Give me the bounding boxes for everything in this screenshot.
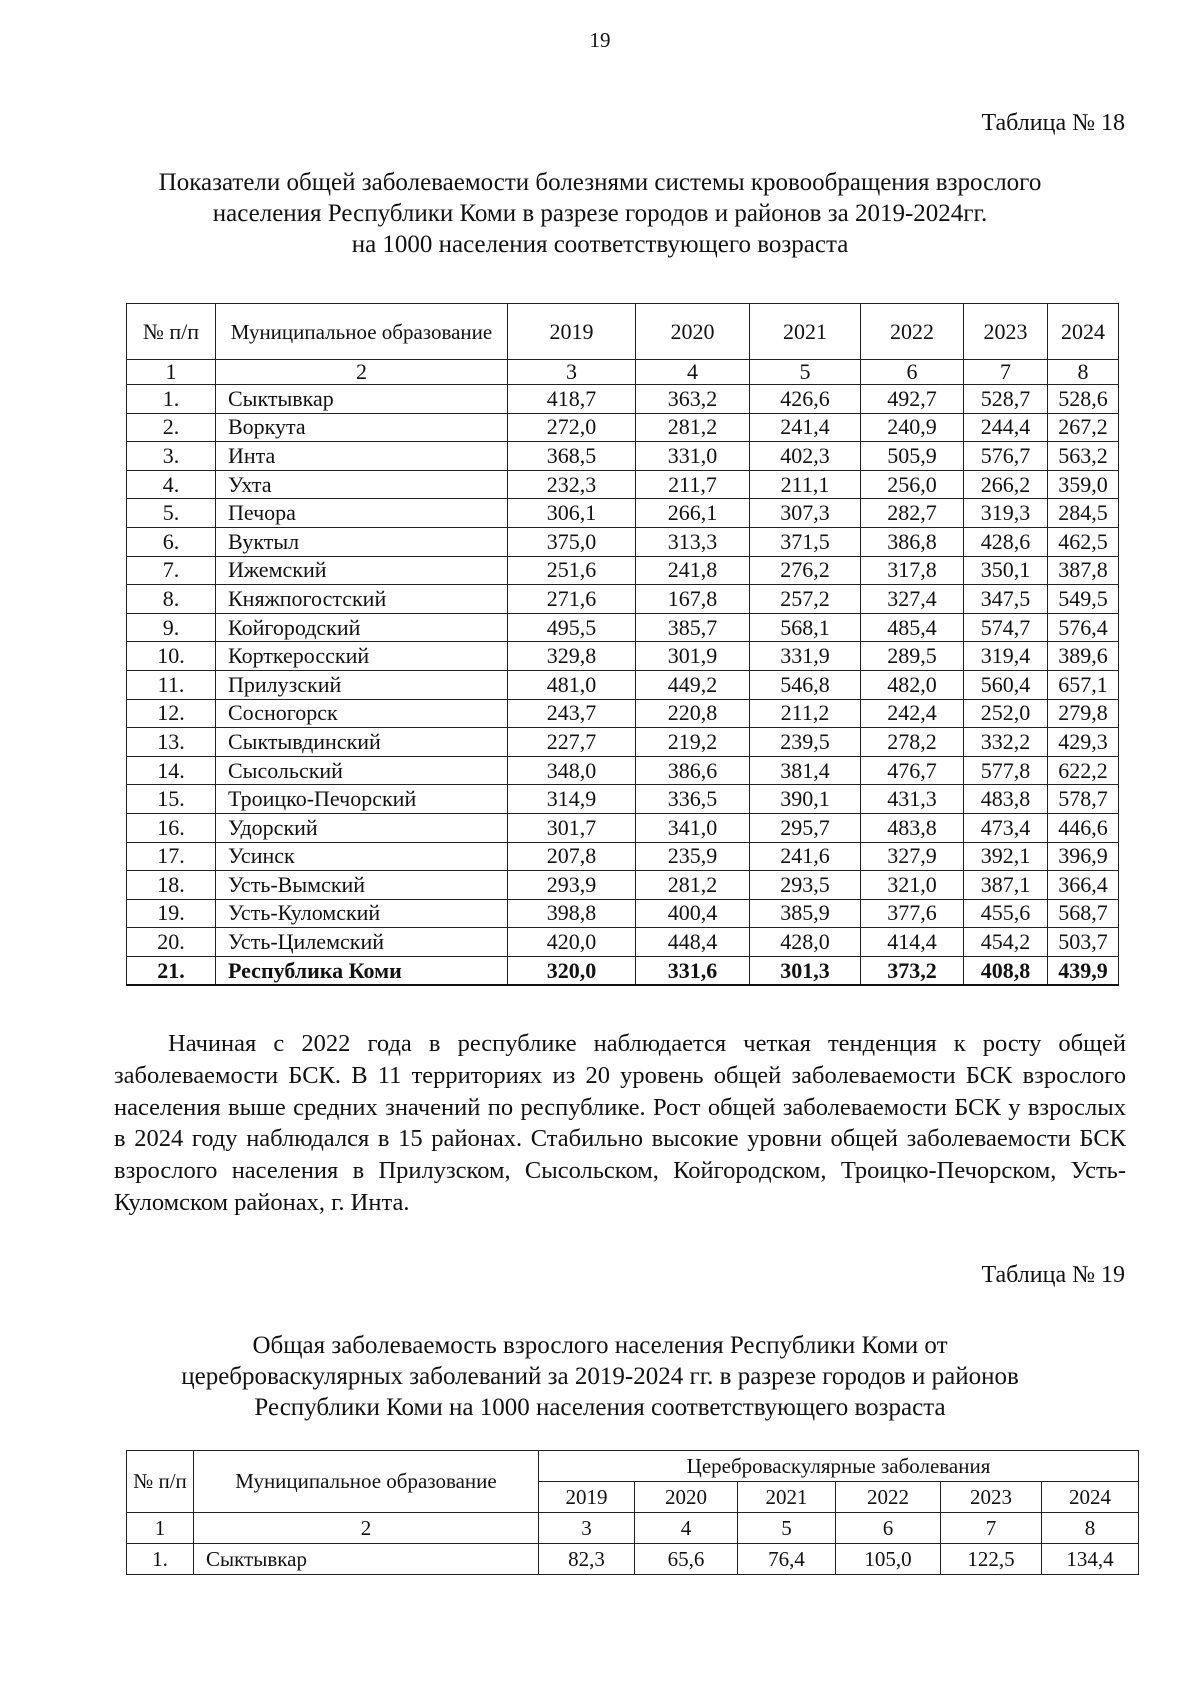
value-cell: 578,7	[1048, 785, 1119, 814]
year-cell: 2019	[539, 1482, 635, 1513]
column-number-cell: 5	[750, 360, 861, 385]
value-cell: 560,4	[964, 670, 1048, 699]
year-cell: 2024	[1042, 1482, 1139, 1513]
row-number-cell: 11.	[127, 670, 216, 699]
value-cell: 429,3	[1048, 728, 1119, 757]
column-number-cell: 6	[836, 1513, 941, 1544]
table-row	[127, 728, 1119, 757]
municipality-cell: Инта	[216, 442, 508, 471]
table-row	[127, 871, 1119, 900]
value-cell: 402,3	[750, 442, 861, 471]
value-cell: 385,7	[636, 613, 750, 642]
value-cell: 295,7	[750, 813, 861, 842]
header-group-cell: Цереброваскулярные заболевания	[539, 1451, 1139, 1482]
value-cell: 576,7	[964, 442, 1048, 471]
header-cell: 2022	[861, 304, 964, 360]
value-cell: 549,5	[1048, 585, 1119, 614]
municipality-cell: Сосногорск	[216, 699, 508, 728]
column-number-cell: 7	[964, 360, 1048, 385]
value-cell: 284,5	[1048, 499, 1119, 528]
value-cell: 576,4	[1048, 613, 1119, 642]
column-number-cell: 2	[194, 1513, 539, 1544]
value-cell: 446,6	[1048, 813, 1119, 842]
column-number-cell: 5	[738, 1513, 836, 1544]
value-cell: 331,0	[636, 442, 750, 471]
value-cell: 329,8	[508, 642, 636, 671]
value-cell: 327,9	[861, 842, 964, 871]
row-number-cell: 21.	[127, 956, 216, 985]
value-cell: 482,0	[861, 670, 964, 699]
value-cell: 385,9	[750, 899, 861, 928]
value-cell: 492,7	[861, 385, 964, 414]
value-cell: 282,7	[861, 499, 964, 528]
value-cell: 105,0	[836, 1544, 941, 1575]
value-cell: 622,2	[1048, 756, 1119, 785]
header-cell: 2023	[964, 304, 1048, 360]
value-cell: 389,6	[1048, 642, 1119, 671]
value-cell: 301,7	[508, 813, 636, 842]
value-cell: 211,2	[750, 699, 861, 728]
value-cell: 396,9	[1048, 842, 1119, 871]
value-cell: 390,1	[750, 785, 861, 814]
value-cell: 207,8	[508, 842, 636, 871]
year-cell: 2023	[941, 1482, 1042, 1513]
value-cell: 82,3	[539, 1544, 635, 1575]
value-cell: 348,0	[508, 756, 636, 785]
column-number-cell: 8	[1048, 360, 1119, 385]
row-number-cell: 20.	[127, 928, 216, 957]
value-cell: 386,6	[636, 756, 750, 785]
value-cell: 267,2	[1048, 413, 1119, 442]
value-cell: 398,8	[508, 899, 636, 928]
value-cell: 278,2	[861, 728, 964, 757]
table-19-title-line: Общая заболеваемость взрослого населения Республики Коми от	[252, 1332, 948, 1359]
header-cell: 2019	[508, 304, 636, 360]
value-cell: 347,5	[964, 585, 1048, 614]
table-18	[126, 303, 1119, 986]
row-number-cell: 13.	[127, 728, 216, 757]
value-cell: 76,4	[738, 1544, 836, 1575]
value-cell: 167,8	[636, 585, 750, 614]
value-cell: 332,2	[964, 728, 1048, 757]
value-cell: 220,8	[636, 699, 750, 728]
value-cell: 373,2	[861, 956, 964, 985]
table-row	[127, 785, 1119, 814]
table-19-title-line: Республики Коми на 1000 населения соответствующего возраста	[254, 1394, 946, 1421]
value-cell: 251,6	[508, 556, 636, 585]
value-cell: 242,4	[861, 699, 964, 728]
value-cell: 241,4	[750, 413, 861, 442]
column-number-cell: 8	[1042, 1513, 1139, 1544]
value-cell: 266,1	[636, 499, 750, 528]
value-cell: 392,1	[964, 842, 1048, 871]
municipality-cell: Ухта	[216, 470, 508, 499]
value-cell: 408,8	[964, 956, 1048, 985]
value-cell: 331,6	[636, 956, 750, 985]
table-row	[127, 499, 1119, 528]
table-row	[127, 385, 1119, 414]
header-cell: 2020	[636, 304, 750, 360]
value-cell: 481,0	[508, 670, 636, 699]
table-18-title-line: населения Республики Коми в разрезе городов и районов за 2019-2024гг.	[212, 200, 988, 227]
value-cell: 375,0	[508, 527, 636, 556]
value-cell: 428,0	[750, 928, 861, 957]
row-number-cell: 4.	[127, 470, 216, 499]
municipality-cell: Вуктыл	[216, 527, 508, 556]
value-cell: 483,8	[861, 813, 964, 842]
table-row	[127, 527, 1119, 556]
value-cell: 239,5	[750, 728, 861, 757]
value-cell: 546,8	[750, 670, 861, 699]
value-cell: 568,7	[1048, 899, 1119, 928]
value-cell: 462,5	[1048, 527, 1119, 556]
column-number-cell: 6	[861, 360, 964, 385]
value-cell: 301,3	[750, 956, 861, 985]
value-cell: 256,0	[861, 470, 964, 499]
value-cell: 386,8	[861, 527, 964, 556]
column-number-cell: 1	[127, 360, 216, 385]
table-19-label: Таблица № 19	[981, 1262, 1125, 1288]
value-cell: 473,4	[964, 813, 1048, 842]
value-cell: 276,2	[750, 556, 861, 585]
value-cell: 313,3	[636, 527, 750, 556]
value-cell: 122,5	[941, 1544, 1042, 1575]
row-number-cell: 1.	[127, 1544, 194, 1575]
row-number-cell: 6.	[127, 527, 216, 556]
table-row	[127, 470, 1119, 499]
table-row	[127, 613, 1119, 642]
value-cell: 387,8	[1048, 556, 1119, 585]
table-19-column-numbers-row	[127, 1513, 1139, 1544]
value-cell: 281,2	[636, 413, 750, 442]
value-cell: 528,7	[964, 385, 1048, 414]
table-18-title-line: Показатели общей заболеваемости болезнями системы кровообращения взрослого	[158, 169, 1042, 196]
value-cell: 363,2	[636, 385, 750, 414]
value-cell: 243,7	[508, 699, 636, 728]
column-number-cell: 2	[216, 360, 508, 385]
municipality-cell: Республика Коми	[216, 956, 508, 985]
table-row	[127, 699, 1119, 728]
value-cell: 241,6	[750, 842, 861, 871]
value-cell: 528,6	[1048, 385, 1119, 414]
value-cell: 65,6	[635, 1544, 738, 1575]
municipality-cell: Прилузский	[216, 670, 508, 699]
value-cell: 272,0	[508, 413, 636, 442]
municipality-cell: Сыктывкар	[216, 385, 508, 414]
value-cell: 503,7	[1048, 928, 1119, 957]
value-cell: 485,4	[861, 613, 964, 642]
value-cell: 476,7	[861, 756, 964, 785]
header-cell: 2024	[1048, 304, 1119, 360]
value-cell: 257,2	[750, 585, 861, 614]
value-cell: 293,5	[750, 871, 861, 900]
table-row	[127, 899, 1119, 928]
year-cell: 2021	[738, 1482, 836, 1513]
value-cell: 563,2	[1048, 442, 1119, 471]
municipality-cell: Сысольский	[216, 756, 508, 785]
header-cell: 2021	[750, 304, 861, 360]
table-row	[127, 842, 1119, 871]
value-cell: 420,0	[508, 928, 636, 957]
table-row	[127, 585, 1119, 614]
value-cell: 266,2	[964, 470, 1048, 499]
table-row	[127, 1544, 1139, 1575]
header-cell: № п/п	[127, 304, 216, 360]
value-cell: 495,5	[508, 613, 636, 642]
value-cell: 241,8	[636, 556, 750, 585]
value-cell: 289,5	[861, 642, 964, 671]
value-cell: 449,2	[636, 670, 750, 699]
column-number-cell: 3	[539, 1513, 635, 1544]
value-cell: 428,6	[964, 527, 1048, 556]
table-total-row	[127, 956, 1119, 985]
row-number-cell: 17.	[127, 842, 216, 871]
value-cell: 301,9	[636, 642, 750, 671]
value-cell: 317,8	[861, 556, 964, 585]
municipality-cell: Княжпогостский	[216, 585, 508, 614]
municipality-cell: Печора	[216, 499, 508, 528]
table-row	[127, 642, 1119, 671]
row-number-cell: 3.	[127, 442, 216, 471]
value-cell: 336,5	[636, 785, 750, 814]
value-cell: 327,4	[861, 585, 964, 614]
row-number-cell: 12.	[127, 699, 216, 728]
column-number-cell: 4	[635, 1513, 738, 1544]
value-cell: 211,1	[750, 470, 861, 499]
value-cell: 400,4	[636, 899, 750, 928]
value-cell: 134,4	[1042, 1544, 1139, 1575]
table-19-title	[100, 1330, 1100, 1423]
value-cell: 454,2	[964, 928, 1048, 957]
value-cell: 366,4	[1048, 871, 1119, 900]
column-number-cell: 3	[508, 360, 636, 385]
value-cell: 505,9	[861, 442, 964, 471]
body-paragraph: Начиная с 2022 года в республике наблюдается четкая тенденция к росту общей заболеваемости БСК. В 11 территориях из 20 уровень общей заболеваемости БСК взрослого населения выше средних значений по республике. Рост общей заболеваемости БСК у взрослых в 2024 году наблюдался в 15 районах. Стабильно высокие уровни общей заболеваемости БСК взрослого населения в Прилузском, Сысольском, Койгородском, Троицко-Печорском, Усть-Куломском районах, г. Инта.	[114, 1030, 1126, 1216]
row-number-cell: 7.	[127, 556, 216, 585]
value-cell: 381,4	[750, 756, 861, 785]
table-18-title	[100, 167, 1100, 260]
column-number-cell: 7	[941, 1513, 1042, 1544]
table-18-title-line: на 1000 населения соответствующего возраста	[351, 231, 849, 258]
row-number-cell: 8.	[127, 585, 216, 614]
value-cell: 219,2	[636, 728, 750, 757]
municipality-cell: Усть-Куломский	[216, 899, 508, 928]
table-row	[127, 756, 1119, 785]
column-number-cell: 4	[636, 360, 750, 385]
municipality-cell: Сыктывкар	[194, 1544, 539, 1575]
value-cell: 341,0	[636, 813, 750, 842]
table-row	[127, 556, 1119, 585]
value-cell: 320,0	[508, 956, 636, 985]
value-cell: 281,2	[636, 871, 750, 900]
value-cell: 244,4	[964, 413, 1048, 442]
value-cell: 319,3	[964, 499, 1048, 528]
municipality-cell: Усть-Цилемский	[216, 928, 508, 957]
value-cell: 307,3	[750, 499, 861, 528]
table-19	[126, 1450, 1139, 1575]
row-number-cell: 9.	[127, 613, 216, 642]
value-cell: 574,7	[964, 613, 1048, 642]
table-row	[127, 413, 1119, 442]
value-cell: 577,8	[964, 756, 1048, 785]
municipality-cell: Усть-Вымский	[216, 871, 508, 900]
municipality-cell: Воркута	[216, 413, 508, 442]
municipality-cell: Усинск	[216, 842, 508, 871]
value-cell: 483,8	[964, 785, 1048, 814]
municipality-cell: Корткеросский	[216, 642, 508, 671]
value-cell: 232,3	[508, 470, 636, 499]
value-cell: 359,0	[1048, 470, 1119, 499]
value-cell: 319,4	[964, 642, 1048, 671]
row-number-cell: 14.	[127, 756, 216, 785]
row-number-cell: 1.	[127, 385, 216, 414]
value-cell: 235,9	[636, 842, 750, 871]
value-cell: 657,1	[1048, 670, 1119, 699]
value-cell: 227,7	[508, 728, 636, 757]
value-cell: 240,9	[861, 413, 964, 442]
value-cell: 368,5	[508, 442, 636, 471]
column-number-cell: 1	[127, 1513, 194, 1544]
value-cell: 426,6	[750, 385, 861, 414]
header-cell: Муниципальное образование	[194, 1451, 539, 1513]
value-cell: 431,3	[861, 785, 964, 814]
value-cell: 306,1	[508, 499, 636, 528]
value-cell: 211,7	[636, 470, 750, 499]
table-19-header-row	[127, 1451, 1139, 1482]
municipality-cell: Койгородский	[216, 613, 508, 642]
table-row	[127, 813, 1119, 842]
table-row	[127, 442, 1119, 471]
municipality-cell: Троицко-Печорский	[216, 785, 508, 814]
value-cell: 321,0	[861, 871, 964, 900]
year-cell: 2020	[635, 1482, 738, 1513]
row-number-cell: 10.	[127, 642, 216, 671]
municipality-cell: Удорский	[216, 813, 508, 842]
value-cell: 271,6	[508, 585, 636, 614]
value-cell: 371,5	[750, 527, 861, 556]
table-row	[127, 928, 1119, 957]
value-cell: 448,4	[636, 928, 750, 957]
row-number-cell: 5.	[127, 499, 216, 528]
value-cell: 350,1	[964, 556, 1048, 585]
table-19-title-line: цереброваскулярных заболеваний за 2019-2024 гг. в разрезе городов и районов	[181, 1363, 1019, 1390]
page-number: 19	[589, 28, 611, 52]
municipality-cell: Ижемский	[216, 556, 508, 585]
row-number-cell: 2.	[127, 413, 216, 442]
value-cell: 331,9	[750, 642, 861, 671]
value-cell: 418,7	[508, 385, 636, 414]
table-18-label: Таблица № 18	[981, 110, 1125, 136]
row-number-cell: 16.	[127, 813, 216, 842]
year-cell: 2022	[836, 1482, 941, 1513]
municipality-cell: Сыктывдинский	[216, 728, 508, 757]
row-number-cell: 18.	[127, 871, 216, 900]
value-cell: 279,8	[1048, 699, 1119, 728]
value-cell: 455,6	[964, 899, 1048, 928]
value-cell: 252,0	[964, 699, 1048, 728]
table-row	[127, 670, 1119, 699]
header-cell: № п/п	[127, 1451, 194, 1513]
row-number-cell: 15.	[127, 785, 216, 814]
row-number-cell: 19.	[127, 899, 216, 928]
value-cell: 293,9	[508, 871, 636, 900]
value-cell: 377,6	[861, 899, 964, 928]
header-cell: Муниципальное образование	[216, 304, 508, 360]
value-cell: 439,9	[1048, 956, 1119, 985]
value-cell: 387,1	[964, 871, 1048, 900]
value-cell: 414,4	[861, 928, 964, 957]
table-18-column-numbers-row	[127, 360, 1119, 385]
value-cell: 568,1	[750, 613, 861, 642]
value-cell: 314,9	[508, 785, 636, 814]
table-18-header-row	[127, 304, 1119, 360]
